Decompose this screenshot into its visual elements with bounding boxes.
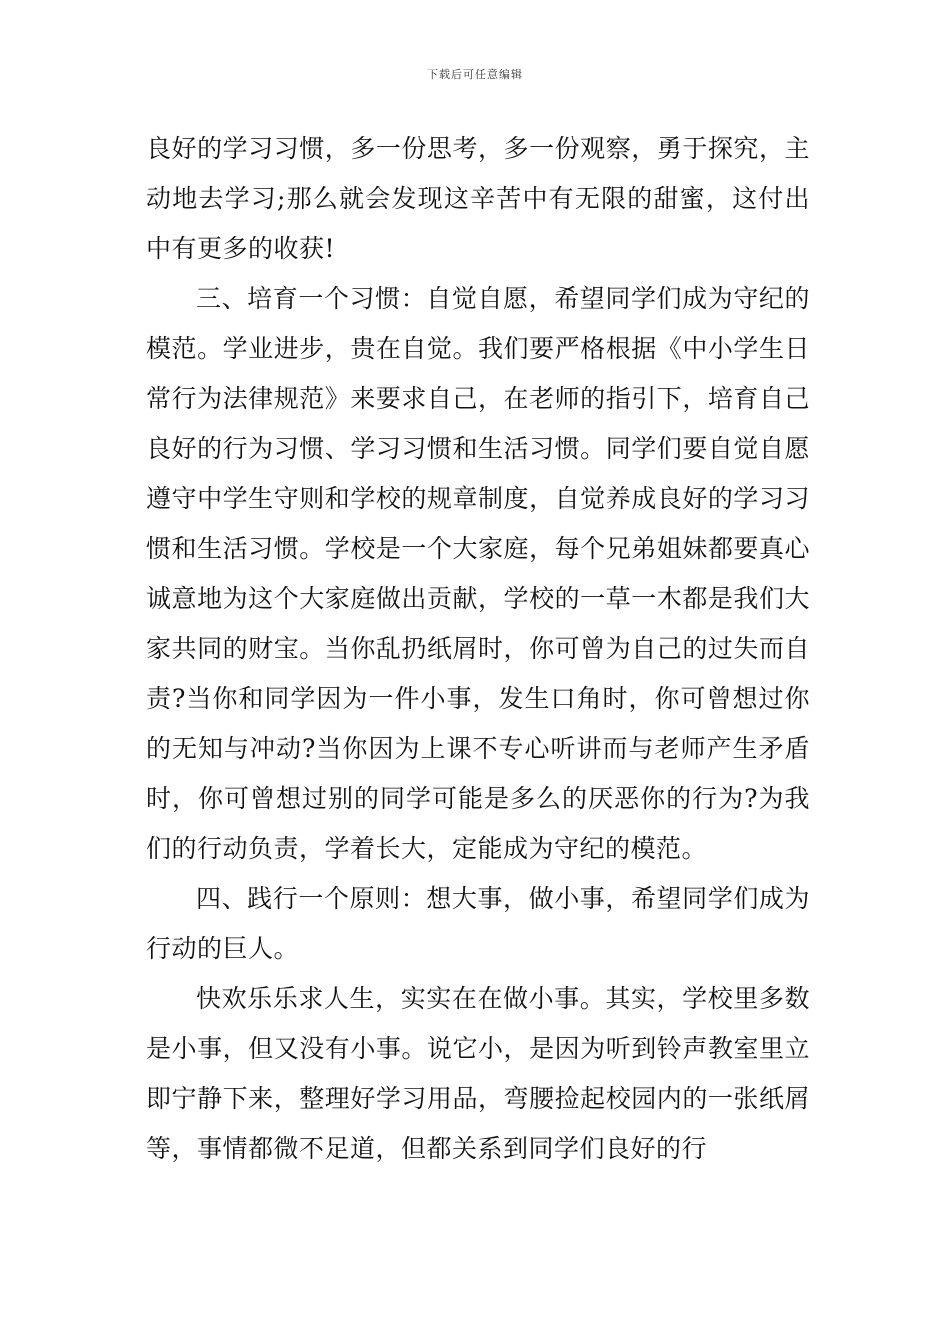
paragraph-2: 三、培育一个习惯：自觉自愿，希望同学们成为守纪的模范。学业进步，贵在自觉。我们要严格根据《中小学生日常行为法律规范》来要求自己，在老师的指引下，培育自己良好的行为习惯、学习习惯和生活习惯。同学们要自觉自愿遵守中学生守则和学校的规章制度，自觉养成良好的学习习惯和生活习惯。学校是一个大家庭，每个兄弟姐妹都要真心诚意地为这个大家庭做出贡献，学校的一草一木都是我们大家共同的财宝。当你乱扔纸屑时，你可曾为自己的过失而自责?当你和同学因为一件小事，发生口角时，你可曾想过你的无知与冲动?当你因为上课不专心听讲而与老师产生矛盾时，你可曾想过别的同学可能是多么的厌恶你的行为?为我们的行动负责，学着长大，定能成为守纪的模范。 <box>146 284 810 863</box>
paragraph-1: 良好的学习习惯，多一份思考，多一份观察，勇于探究，主动地去学习;那么就会发现这辛苦中有无限的甜蜜，这付出中有更多的收获! <box>146 134 810 263</box>
document-body <box>146 124 810 1174</box>
paragraph-3: 四、践行一个原则：想大事，做小事，希望同学们成为行动的巨人。 <box>146 884 810 963</box>
page-header: 下载后可任意编辑 <box>427 68 523 81</box>
paragraph-4: 快欢乐乐求人生，实实在在做小事。其实，学校里多数是小事，但又没有小事。说它小，是因为听到铃声教室里立即宁静下来，整理好学习用品，弯腰捡起校园内的一张纸屑等，事情都微不足道，但都关系到同学们良好的行 <box>146 984 810 1163</box>
